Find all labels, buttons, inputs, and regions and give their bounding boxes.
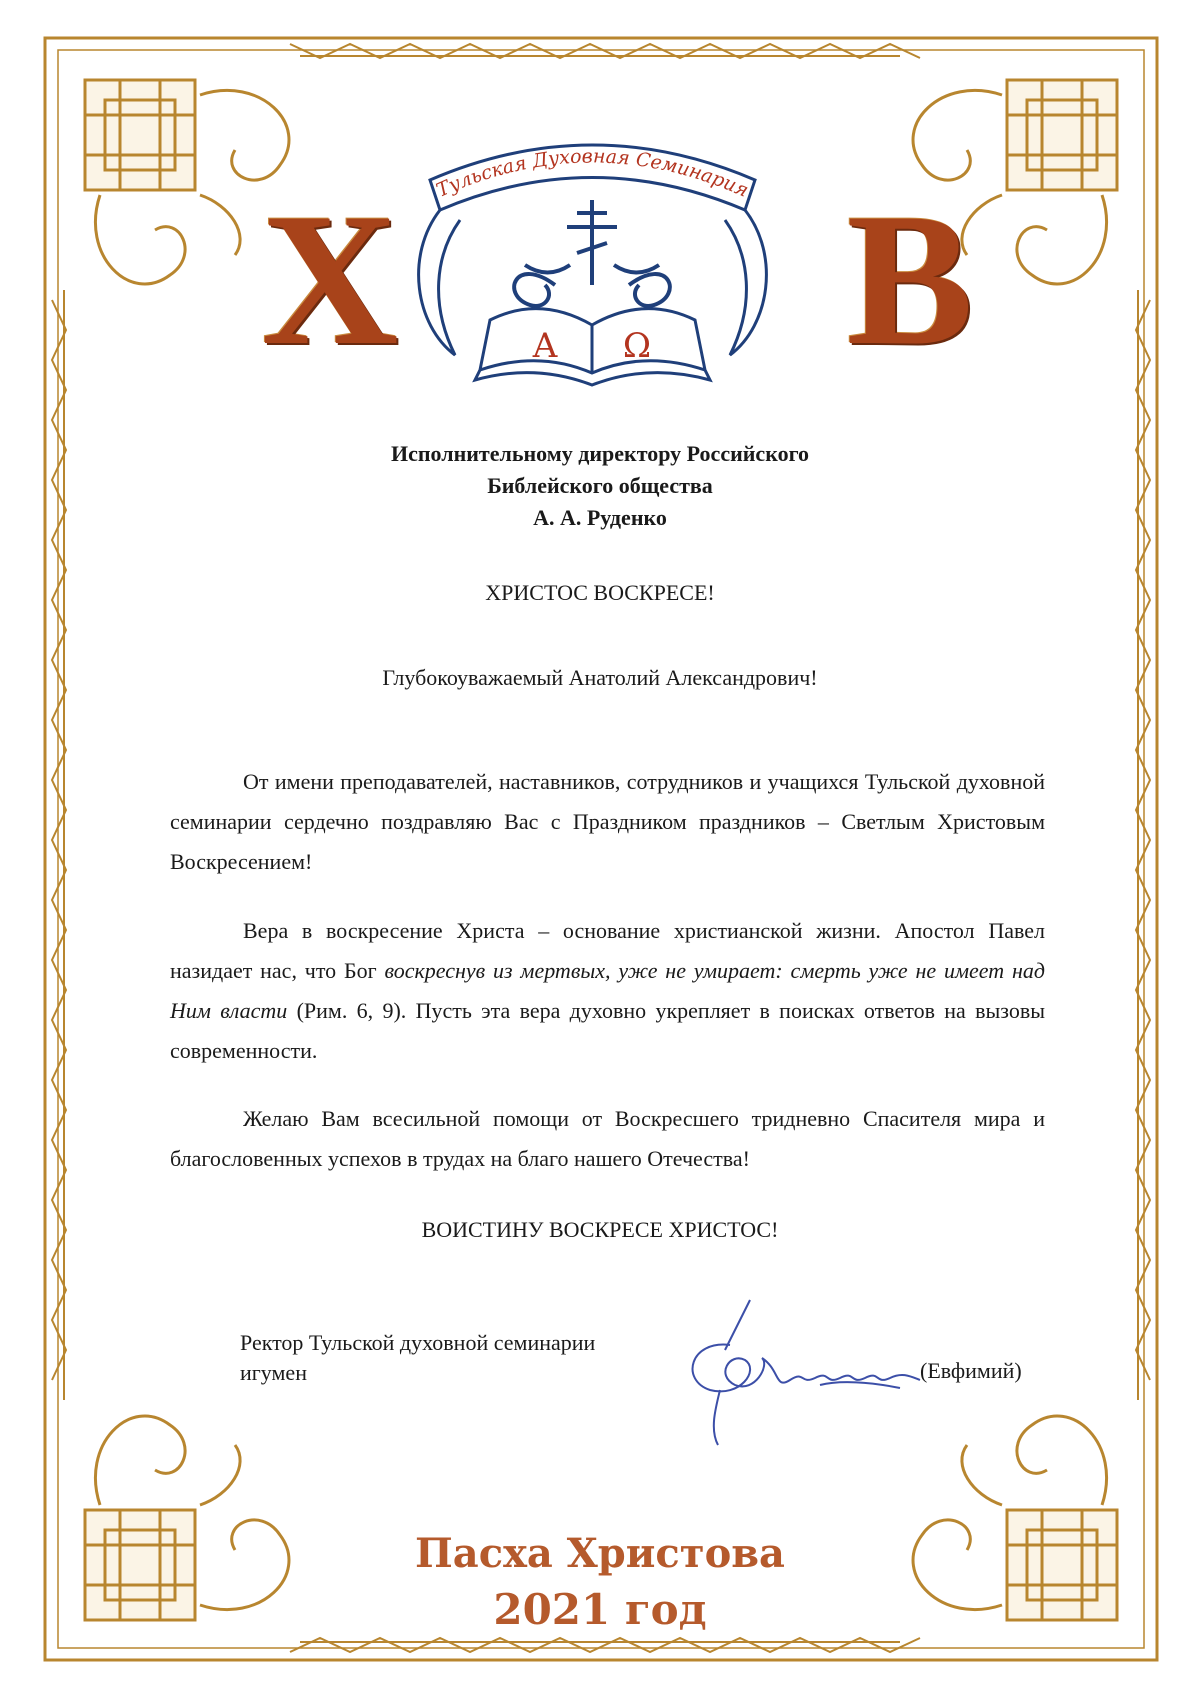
seminary-logo <box>405 135 780 415</box>
greeting-title: ХРИСТОС ВОСКРЕСЕ! <box>485 580 715 605</box>
closing-title: ВОИСТИНУ ВОСКРЕСЕ ХРИСТОС! <box>421 1217 779 1242</box>
ornamental-letter-v: В <box>846 175 974 385</box>
paragraph-text: Вера в воскресение Христа – основание христианской жизни. Апостол Павел назидает нас, что Бог <box>170 918 1045 983</box>
logo-omega: Ω <box>622 326 652 366</box>
logo-alpha: Α <box>532 326 558 366</box>
ornamental-letter-x: Х <box>261 175 399 385</box>
footer-title: Пасха Христова <box>415 1530 785 1577</box>
paragraph-faith <box>170 911 1045 1071</box>
addressee-block <box>300 438 900 534</box>
signatory-title <box>240 1328 595 1388</box>
handwritten-signature <box>670 1290 930 1450</box>
addressee-line: Библейского общества <box>487 473 713 498</box>
footer-year: 2021 год <box>493 1585 707 1634</box>
logo-ribbon-text: Тульская Духовная Семинария <box>433 145 752 202</box>
paragraph-congratulation: От имени преподавателей, наставников, сотрудников и учащихся Тульской духовной семинарии сердечно поздравляю Вас с Праздником праздников – Светлым Христовым Воскресением! <box>170 769 1045 874</box>
addressee-line: Исполнительному директору Российского <box>390 441 810 466</box>
signatory-name: (Евфимий) <box>920 1358 1022 1383</box>
signatory-rank: игумен <box>240 1360 307 1385</box>
signatory-position: Ректор Тульской духовной семинарии <box>240 1330 596 1355</box>
addressee-name: А. А. Руденко <box>533 505 667 530</box>
salutation: Глубокоуважаемый Анатолий Александрович! <box>382 665 818 690</box>
paragraph-text: (Рим. 6, 9). Пусть эта вера духовно укрепляет в поисках ответов на вызовы современности. <box>170 998 1045 1063</box>
paragraph-wishes: Желаю Вам всесильной помощи от Воскресшего тридневно Спасителя мира и благословенных успехов в трудах на благо нашего Отечества! <box>170 1106 1045 1171</box>
scripture-quote: воскреснув из мертвых, уже не умирает: смерть уже не имеет над Ним власти <box>170 958 1046 1023</box>
